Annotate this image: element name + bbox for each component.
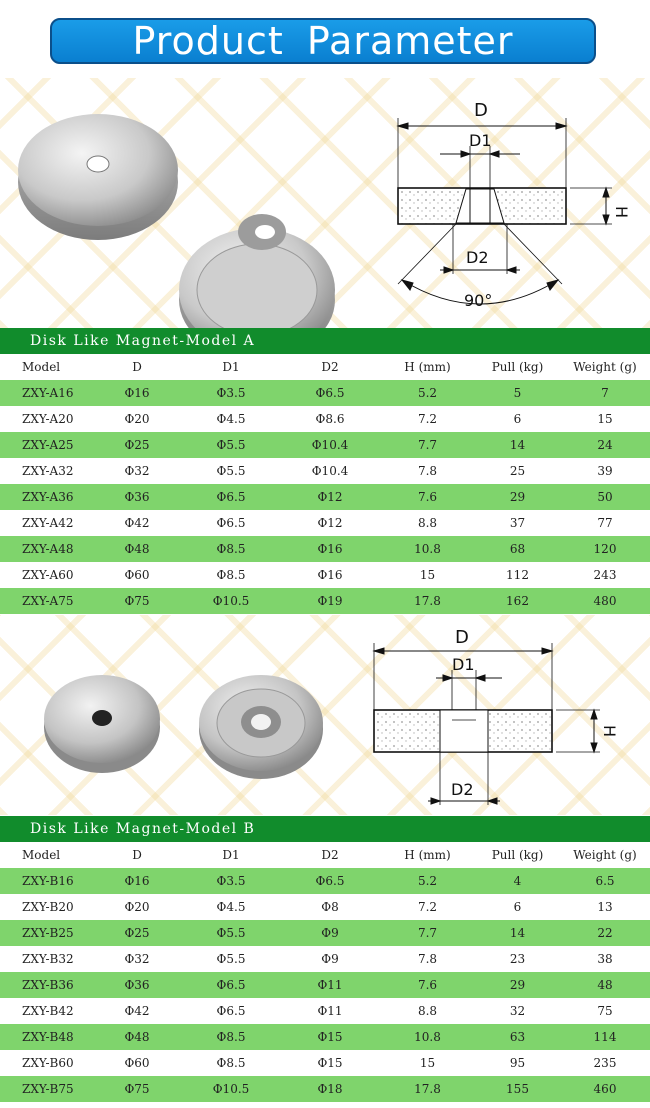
label-d: D — [474, 100, 488, 121]
table-row — [0, 536, 650, 562]
table-cell: 23 — [509, 952, 526, 966]
table-cell: 112 — [506, 568, 529, 582]
title-banner — [50, 18, 596, 64]
table-cell: Φ25 — [124, 926, 150, 940]
column-header: Model — [22, 360, 61, 374]
table-cell: 29 — [509, 490, 526, 504]
table-cell: Φ32 — [124, 464, 150, 478]
table-cell: 460 — [593, 1082, 617, 1096]
table-cell: Φ8 — [321, 900, 339, 914]
table-cell: Φ36 — [124, 490, 150, 504]
table-cell: ZXY-B16 — [22, 874, 74, 888]
magnet-a-front-photo — [179, 214, 335, 328]
table-cell: ZXY-A75 — [22, 594, 74, 608]
table-cell: Φ3.5 — [216, 874, 246, 888]
table-cell: ZXY-A25 — [22, 438, 74, 452]
table-cell: Φ6.5 — [216, 1004, 246, 1018]
table-cell: Φ6.5 — [216, 516, 246, 530]
table-cell: 63 — [509, 1030, 526, 1044]
table-row — [0, 972, 650, 998]
table-cell: Φ12 — [317, 490, 343, 504]
table-cell: 7.6 — [417, 490, 438, 504]
table-cell: Φ10.5 — [212, 1082, 250, 1096]
table-cell: 17.8 — [414, 1082, 441, 1096]
label-b-d: D — [455, 627, 469, 648]
table-cell: ZXY-A60 — [22, 568, 74, 582]
table-cell: Φ75 — [124, 1082, 150, 1096]
table-cell: ZXY-B20 — [22, 900, 74, 914]
label-h: H — [612, 206, 631, 219]
model-b-heading: Disk Like Magnet-Model B — [0, 816, 650, 842]
table-cell: 39 — [597, 464, 613, 478]
table-cell: Φ5.5 — [216, 464, 246, 478]
table-cell: Φ4.5 — [216, 900, 246, 914]
table-cell: 50 — [597, 490, 613, 504]
table-cell: 48 — [597, 978, 613, 992]
table-cell: Φ15 — [317, 1030, 343, 1044]
table-cell: ZXY-A48 — [22, 542, 74, 556]
table-cell: Φ8.5 — [216, 1056, 246, 1070]
table-row — [0, 894, 650, 920]
table-cell: 22 — [597, 926, 613, 940]
table-cell: Φ60 — [124, 568, 150, 582]
table-cell: Φ9 — [321, 952, 339, 966]
table-cell: 68 — [509, 542, 526, 556]
table-cell: Φ8.5 — [216, 1030, 246, 1044]
model-a-technical-drawing — [398, 118, 612, 304]
table-cell: Φ6.5 — [315, 874, 345, 888]
table-cell: Φ36 — [124, 978, 150, 992]
table-cell: Φ48 — [124, 1030, 150, 1044]
table-cell: Φ10.5 — [212, 594, 250, 608]
table-cell: 8.8 — [417, 516, 438, 530]
table-cell: Φ16 — [317, 542, 343, 556]
table-cell: ZXY-B42 — [22, 1004, 74, 1018]
table-cell: 10.8 — [414, 542, 441, 556]
column-header: D2 — [321, 848, 339, 862]
table-row — [0, 380, 650, 406]
table-cell: 243 — [593, 568, 617, 582]
table-row — [0, 406, 650, 432]
table-row — [0, 1076, 650, 1102]
table-cell: Φ8.6 — [315, 412, 345, 426]
model-b-table — [0, 842, 650, 1102]
table-cell: 114 — [593, 1030, 617, 1044]
label-b-h: H — [600, 725, 619, 738]
table-cell: ZXY-B25 — [22, 926, 74, 940]
table-cell: 32 — [509, 1004, 526, 1018]
table-cell: 38 — [597, 952, 613, 966]
table-cell: 5.2 — [417, 386, 438, 400]
magnet-a-back-photo — [18, 114, 178, 240]
table-cell: Φ11 — [317, 978, 343, 992]
table-cell: 162 — [506, 594, 529, 608]
table-cell: 24 — [597, 438, 613, 452]
table-cell: 7.7 — [417, 926, 438, 940]
table-cell: Φ9 — [321, 926, 339, 940]
table-cell: ZXY-A16 — [22, 386, 74, 400]
table-cell: Φ42 — [124, 516, 150, 530]
table-row — [0, 1050, 650, 1076]
label-d1: D1 — [469, 131, 492, 150]
column-header: Model — [22, 848, 61, 862]
table-cell: ZXY-A36 — [22, 490, 74, 504]
model-a-illustration — [0, 78, 650, 328]
table-cell: Φ5.5 — [216, 438, 246, 452]
magnet-b-back-photo — [44, 675, 160, 773]
column-header: Pull (kg) — [491, 360, 544, 374]
table-row — [0, 484, 650, 510]
table-header-row — [0, 842, 650, 868]
table-cell: Φ4.5 — [216, 412, 246, 426]
column-header: D1 — [222, 848, 240, 862]
table-row — [0, 946, 650, 972]
model-b-technical-drawing — [374, 643, 600, 805]
table-cell: 7.8 — [417, 464, 438, 478]
table-cell: 13 — [597, 900, 613, 914]
model-a-svg — [0, 78, 650, 328]
column-header: H (mm) — [404, 360, 451, 374]
table-cell: ZXY-B36 — [22, 978, 74, 992]
table-cell: Φ16 — [124, 874, 150, 888]
table-cell: 15 — [419, 1056, 436, 1070]
table-cell: Φ18 — [317, 1082, 343, 1096]
label-d2: D2 — [466, 248, 489, 267]
table-cell: Φ5.5 — [216, 926, 246, 940]
table-cell: 7.2 — [417, 412, 438, 426]
table-cell: 480 — [593, 594, 617, 608]
table-cell: Φ48 — [124, 542, 150, 556]
table-cell: Φ6.5 — [216, 490, 246, 504]
model-a-table — [0, 354, 650, 614]
table-cell: 7.7 — [417, 438, 438, 452]
page-title: Product Parameter — [132, 19, 514, 63]
label-b-d1: D1 — [452, 655, 475, 674]
table-cell: 15 — [597, 412, 613, 426]
table-row — [0, 868, 650, 894]
table-cell: 235 — [593, 1056, 617, 1070]
table-cell: Φ3.5 — [216, 386, 246, 400]
column-header: Weight (g) — [573, 360, 637, 374]
table-cell: 7.8 — [417, 952, 438, 966]
table-cell: Φ5.5 — [216, 952, 246, 966]
table-cell: 25 — [509, 464, 526, 478]
table-cell: 6 — [513, 900, 522, 914]
table-cell: 29 — [509, 978, 526, 992]
table-header-row — [0, 354, 650, 380]
table-cell: 8.8 — [417, 1004, 438, 1018]
table-cell: 17.8 — [414, 594, 441, 608]
table-cell: 10.8 — [414, 1030, 441, 1044]
table-cell: 120 — [593, 542, 617, 556]
table-cell: 75 — [597, 1004, 613, 1018]
table-cell: 37 — [509, 516, 526, 530]
model-b-svg — [0, 615, 650, 815]
table-cell: ZXY-B75 — [22, 1082, 74, 1096]
table-row — [0, 458, 650, 484]
table-cell: Φ6.5 — [216, 978, 246, 992]
table-cell: 14 — [509, 926, 526, 940]
table-cell: 6.5 — [595, 874, 615, 888]
table-cell: ZXY-B32 — [22, 952, 74, 966]
table-cell: Φ10.4 — [311, 464, 349, 478]
table-cell: 7.6 — [417, 978, 438, 992]
table-row — [0, 510, 650, 536]
table-cell: Φ8.5 — [216, 542, 246, 556]
table-cell: Φ16 — [124, 386, 150, 400]
table-cell: Φ12 — [317, 516, 343, 530]
column-header: D — [132, 848, 142, 862]
table-cell: Φ6.5 — [315, 386, 345, 400]
table-row — [0, 588, 650, 614]
table-cell: Φ25 — [124, 438, 150, 452]
table-cell: ZXY-B60 — [22, 1056, 74, 1070]
table-cell: Φ20 — [124, 412, 150, 426]
table-cell: Φ10.4 — [311, 438, 349, 452]
table-cell: 6 — [513, 412, 522, 426]
table-cell: 5 — [513, 386, 522, 400]
column-header: D — [132, 360, 142, 374]
table-cell: ZXY-A42 — [22, 516, 74, 530]
table-cell: Φ32 — [124, 952, 150, 966]
table-cell: Φ20 — [124, 900, 150, 914]
magnet-b-front-photo — [199, 675, 323, 779]
table-cell: Φ60 — [124, 1056, 150, 1070]
table-cell: Φ8.5 — [216, 568, 246, 582]
table-cell: 7 — [601, 386, 609, 400]
table-cell: 7.2 — [417, 900, 438, 914]
model-a-heading: Disk Like Magnet-Model A — [0, 328, 650, 354]
table-row — [0, 920, 650, 946]
table-cell: Φ15 — [317, 1056, 343, 1070]
table-cell: Φ11 — [317, 1004, 343, 1018]
column-header: Weight (g) — [573, 848, 637, 862]
table-cell: 155 — [506, 1082, 529, 1096]
table-cell: ZXY-A32 — [22, 464, 74, 478]
table-cell: 95 — [509, 1056, 526, 1070]
table-row — [0, 1024, 650, 1050]
column-header: H (mm) — [404, 848, 451, 862]
table-cell: 4 — [513, 874, 522, 888]
column-header: D2 — [321, 360, 339, 374]
table-row — [0, 432, 650, 458]
table-cell: Φ19 — [317, 594, 343, 608]
table-row — [0, 998, 650, 1024]
table-cell: Φ75 — [124, 594, 150, 608]
table-row — [0, 562, 650, 588]
table-cell: 14 — [509, 438, 526, 452]
column-header: Pull (kg) — [491, 848, 544, 862]
label-b-d2: D2 — [451, 780, 474, 799]
table-cell: 5.2 — [417, 874, 438, 888]
table-cell: ZXY-A20 — [22, 412, 74, 426]
table-cell: 15 — [419, 568, 436, 582]
column-header: D1 — [222, 360, 240, 374]
table-cell: 77 — [597, 516, 613, 530]
model-b-illustration — [0, 615, 650, 815]
label-angle: 90° — [464, 291, 493, 310]
table-cell: Φ16 — [317, 568, 343, 582]
table-cell: ZXY-B48 — [22, 1030, 74, 1044]
table-cell: Φ42 — [124, 1004, 150, 1018]
